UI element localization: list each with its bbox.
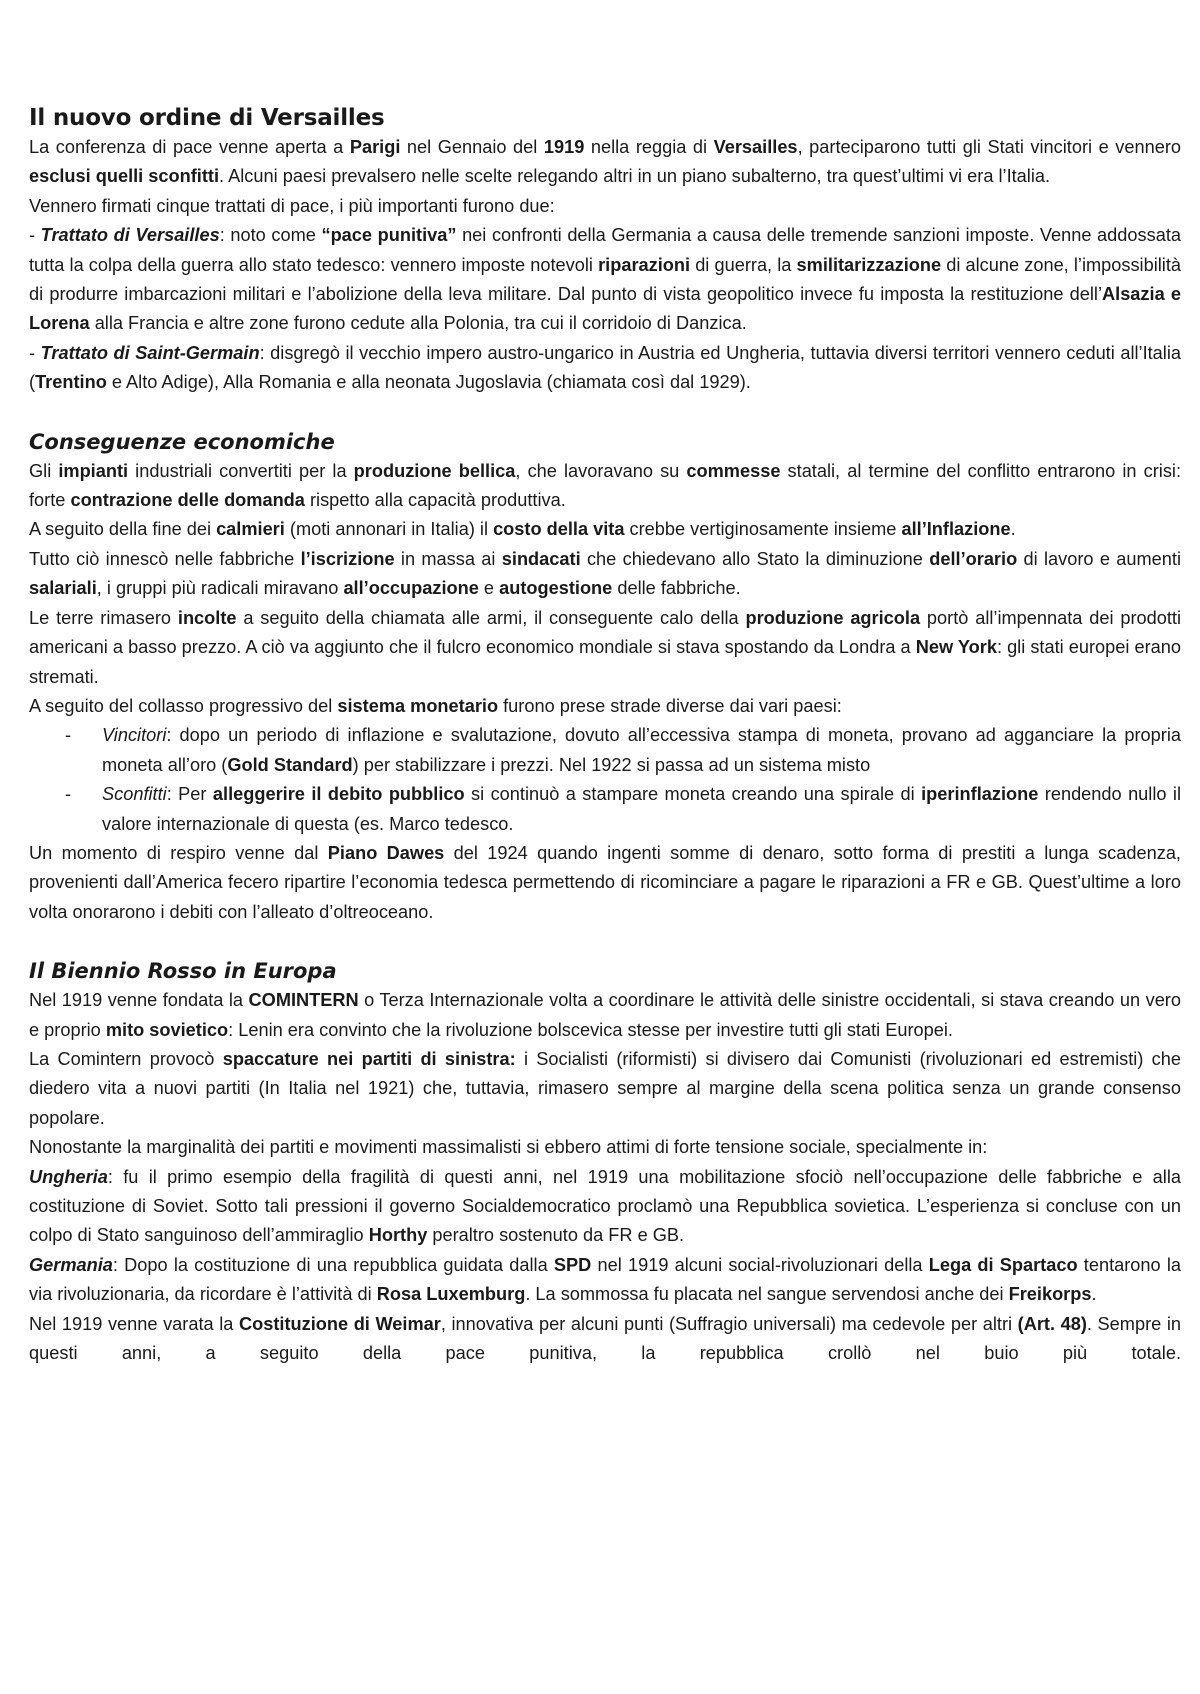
biennio-paragraph-3: Nonostante la marginalità dei partiti e movimenti massimalisti si ebbero attimi di forte tensione sociale, specialmente in: [29, 1137, 988, 1158]
versailles-paragraph-2: Vennero firmati cinque trattati di pace, i più importanti furono due: [29, 195, 555, 216]
versailles-paragraph-1: La conferenza di pace venne aperta a Parigi nel Gennaio del 1919 nella reggia di Versailles, parteciparono tutti gli Stati vincitori e vennero esclusi quelli sconfitti. Alcuni paesi prevalsero nelle scelte relegando altri in un piano subalterno, tra quest’ultimi vi era l’Italia. [29, 137, 1181, 187]
biennio-paragraph-2: La Comintern provocò spaccature nei partiti di sinistra: i Socialisti (riformisti) si divisero dai Comunisti (rivoluzionari ed estremisti) che diedero vita a nuovi partiti (In Italia nel 1921) che, tuttavia, rimasero sempre al margine della scena politica senza un grande consenso popolare. [29, 1048, 1181, 1128]
econ-paragraph-2: A seguito della fine dei calmieri (moti annonari in Italia) il costo della vita crebbe vertiginosamente insieme all’Inflazione. [29, 519, 1016, 540]
section-spacer [29, 398, 1181, 427]
section-title-biennio-rosso: Il Biennio Rosso in Europa [29, 959, 337, 984]
list-item-vincitori: - Vincitori: dopo un periodo di inflazione e svalutazione, dovuto all’eccessiva stampa di moneta, provano ad agganciare la propria moneta all’oro (Gold Standard) per stabilizzare i prezzi. Nel 1922 si passa ad un sistema misto [29, 721, 1181, 780]
biennio-ungheria-paragraph: Ungheria: fu il primo esempio della fragilità di questi anni, nel 1919 una mobilitazione sfociò nell’occupazione delle fabbriche e alla costituzione di Soviet. Sotto tali pressioni il governo Socialdemocratico proclamò una Repubblica sovietica. L’esperienza si concluse con un colpo di Stato sanguinoso dell’ammiraglio Horthy peraltro sostenuto da FR e GB. [29, 1166, 1181, 1246]
econ-paragraph-1: Gli impianti industriali convertiti per la produzione bellica, che lavoravano su commesse statali, al termine del conflitto entrarono in crisi: forte contrazione delle domanda rispetto alla capacità produttiva. [29, 460, 1182, 511]
section-spacer [29, 927, 1181, 956]
econ-paragraph-3: Tutto ciò innescò nelle fabbriche l’iscrizione in massa ai sindacati che chiedevano allo Stato la diminuzione dell’orario di lavoro e aumenti salariali, i gruppi più radicali miravano all’occupazione e autogestione delle fabbriche. [29, 548, 1181, 599]
saint-germain-treaty-paragraph: - Trattato di Saint-Germain: disgregò il vecchio impero austro-ungarico in Austria ed Ungheria, tuttavia diversi territori vennero ceduti all’Italia (Trentino e Alto Adige), Alla Romania e alla neonata Jugoslavia (chiamata così dal 1929). [29, 342, 1181, 393]
versailles-treaty-paragraph: - Trattato di Versailles: noto come “pace punitiva” nei confronti della Germania a causa delle tremende sanzioni imposte. Venne addossata tutta la colpa della guerra allo stato tedesco: vennero imposte notevoli riparazioni di guerra, la smilitarizzazione di alcune zone, l’impossibilità di produrre imbarcazioni militari e l’abolizione della leva militare. Dal punto di vista geopolitico invece fu imposta la restituzione dell’Alsazia e Lorena alla Francia e altre zone furono cedute alla Polonia, tra cui il corridoio di Danzica. [29, 225, 1182, 334]
document-body [29, 103, 1181, 1368]
section-title-economic: Conseguenze economiche [29, 429, 335, 454]
econ-paragraph-5: A seguito del collasso progressivo del sistema monetario furono prese strade diverse dai vari paesi: [29, 695, 842, 716]
econ-paragraph-4: Le terre rimasero incolte a seguito della chiamata alle armi, il conseguente calo della produzione agricola portò all’impennata dei prodotti americani a basso prezzo. A ciò va aggiunto che il fulcro economico mondiale si stava spostando da Londra a New York: gli stati europei erano stremati. [29, 607, 1181, 687]
list-dash: - [65, 725, 72, 746]
econ-paragraph-6: Un momento di respiro venne dal Piano Dawes del 1924 quando ingenti somme di denaro, sotto forma di prestiti a lunga scadenza, provenienti dall’America fecero ripartire l’economia tedesca permettendo di ricominciare a pagare le riparazioni a FR e GB. Quest’ultime a loro volta onorarono i debiti con l’alleato d’oltreoceano. [29, 842, 1181, 922]
list-item-sconfitti: - Sconfitti: Per alleggerire il debito pubblico si continuò a stampare moneta creando una spirale di iperinflazione rendendo nullo il valore internazionale di questa (es. Marco tedesco. [29, 780, 1181, 839]
page-title: Il nuovo ordine di Versailles [29, 105, 385, 131]
list-dash: - [65, 784, 72, 805]
biennio-paragraph-1: Nel 1919 venne fondata la COMINTERN o Terza Internazionale volta a coordinare le attività delle sinistre occidentali, si stava creando un vero e proprio mito sovietico: Lenin era convinto che la rivoluzione bolscevica stesse per investire tutti gli stati Europei. [29, 990, 1181, 1040]
biennio-germania-paragraph: Germania: Dopo la costituzione di una repubblica guidata dalla SPD nel 1919 alcuni social-rivoluzionari della Lega di Spartaco tentarono la via rivoluzionaria, da ricordare è l’attività di Rosa Luxemburg. La sommossa fu placata nel sangue servendosi anche dei Freikorps. [29, 1254, 1181, 1305]
biennio-weimar-paragraph: Nel 1919 venne varata la Costituzione di Weimar, innovativa per alcuni punti (Suffragio universali) ma cedevole per altri (Art. 48). Sempre in questi anni, a seguito della pace punitiva, la repubblica crollò nel buio più totale. [29, 1313, 1181, 1364]
